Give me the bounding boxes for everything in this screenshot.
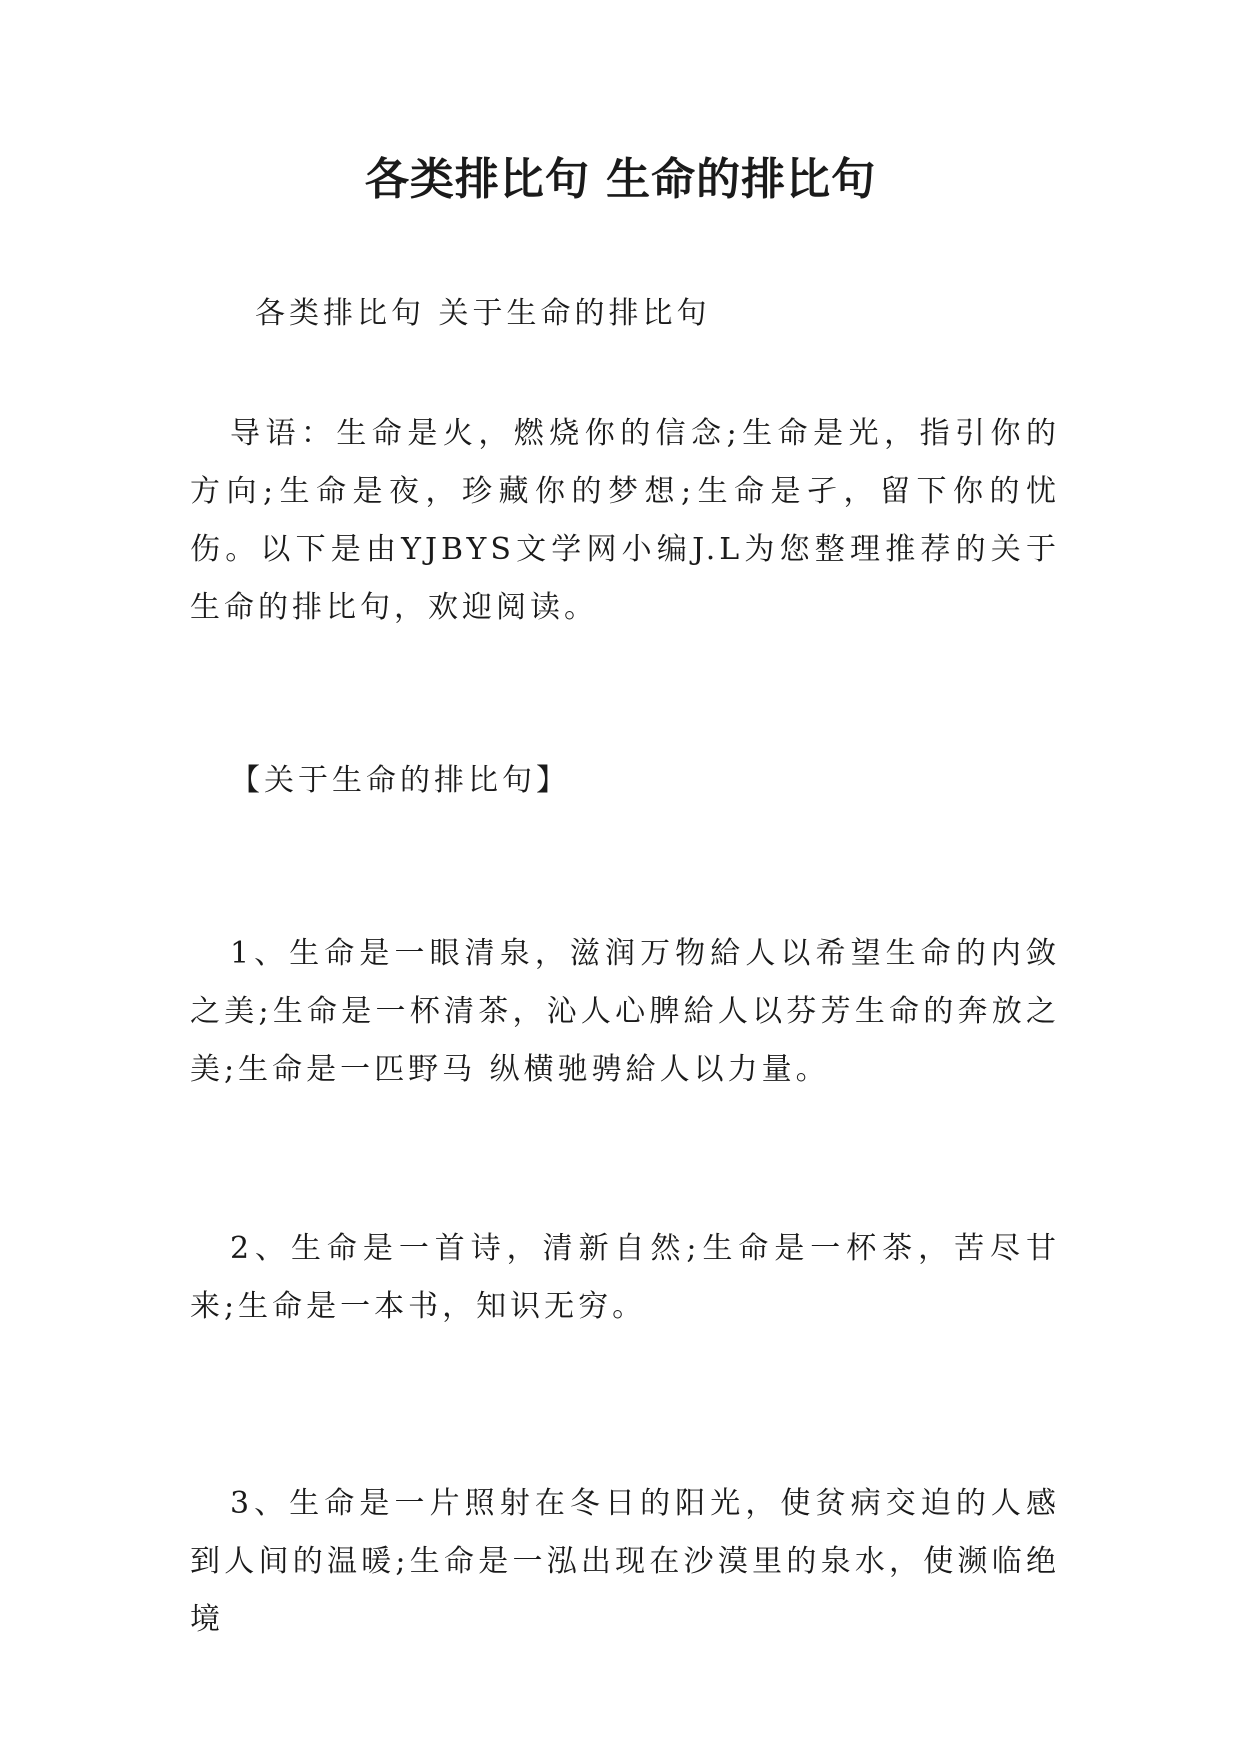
intro-paragraph: 导语：生命是火，燃烧你的信念;生命是光，指引你的方向;生命是夜，珍藏你的梦想;生命是孑，留下你的忧伤。以下是由YJBYS文学网小编J.L为您整理推荐的关于生命的排比句，欢迎阅读。	[190, 416, 1060, 625]
list-item: 2、生命是一首诗，清新自然;生命是一杯茶，苦尽甘来;生命是一本书，知识无穷。	[190, 1231, 1060, 1324]
section-heading: 【关于生命的排比句】	[230, 763, 570, 798]
document-subtitle: 各类排比句 关于生命的排比句	[255, 296, 711, 331]
document-title: 各类排比句 生命的排比句	[364, 154, 877, 205]
list-item: 1、生命是一眼清泉，滋润万物給人以希望生命的内敛之美;生命是一杯清茶，沁人心脾給人以芬芳生命的奔放之美;生命是一匹野马 纵横驰骋給人以力量。	[190, 936, 1060, 1087]
list-item: 3、生命是一片照射在冬日的阳光，使贫病交迫的人感到人间的温暖;生命是一泓出现在沙漠里的泉水，使濒临绝境	[190, 1486, 1060, 1637]
